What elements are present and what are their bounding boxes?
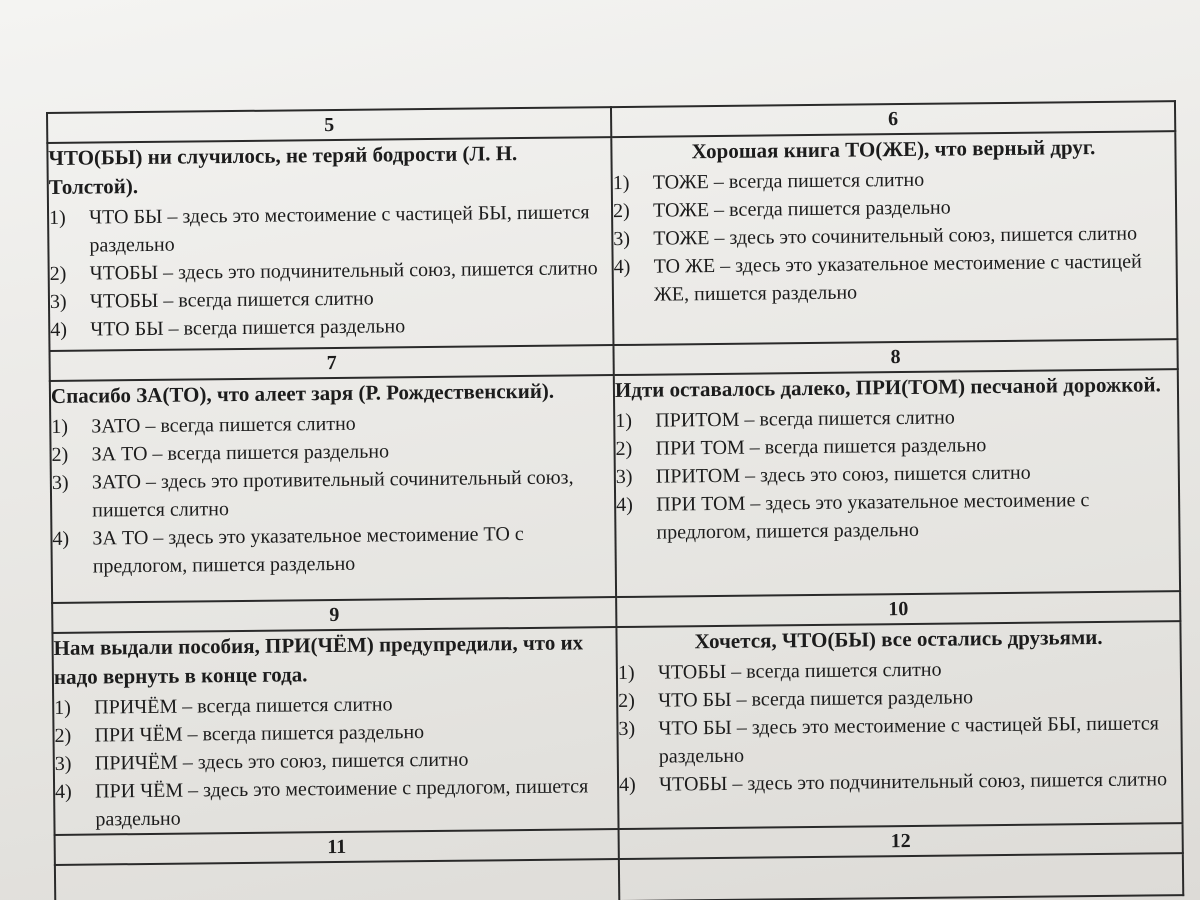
exercise-card-8 (614, 369, 1180, 597)
options-list (54, 688, 617, 834)
question-text: Нам выдали пособия, ПРИ(ЧЁМ) предупредили, что их надо вернуть в конце года. (53, 630, 584, 689)
card-number: 12 (619, 823, 1183, 859)
exercise-card-6 (611, 131, 1177, 345)
option-item[interactable]: 4) ПРИ ТОМ – здесь это указательное местоимение с предлогом, пишется раздельно (616, 489, 1090, 544)
question-text: Спасибо ЗА(ТО), что алеет заря (Р. Рождественский). (50, 378, 555, 408)
question-text: ЧТО(БЫ) ни случилось, не теряй бодрости (Л. Н. Толстой). (48, 141, 518, 199)
option-item[interactable]: 2) ПРИ ТОМ – всегда пишется раздельно (615, 434, 987, 461)
exercise-card-12-partial (619, 853, 1183, 900)
options-list (51, 407, 615, 581)
options-list (613, 163, 1176, 309)
option-item[interactable]: 3) ПРИТОМ – здесь это союз, пишется слитно (615, 461, 1031, 489)
card-number: 7 (50, 345, 614, 381)
card-number: 8 (613, 339, 1177, 375)
option-item[interactable]: 4) ЗА ТО – здесь это указательное местоимение ТО с предлогом, пишется раздельно (52, 523, 524, 578)
question-text: Хочется, ЧТО(БЫ) все остались друзьями. (694, 624, 1103, 654)
option-item[interactable]: 3) ЧТОБЫ – всегда пишется слитно (49, 287, 374, 313)
option-item[interactable]: 4) ЧТО БЫ – всегда пишется раздельно (50, 315, 406, 341)
option-item[interactable]: 1) ЗАТО – всегда пишется слитно (51, 412, 356, 438)
option-item[interactable]: 2) ЧТО БЫ – всегда пишется раздельно (618, 686, 974, 713)
question-text: Идти оставалось далеко, ПРИ(ТОМ) песчаной дорожкой. (614, 372, 1161, 403)
options-list (618, 653, 1181, 799)
option-item[interactable]: 4) ТО ЖЕ – здесь это указательное местоимение с частицей ЖЕ, пишется раздельно (613, 250, 1142, 306)
option-item[interactable]: 3) ЧТО БЫ – здесь это местоимение с частицей БЫ, пишется раздельно (618, 712, 1160, 768)
option-item[interactable]: 2) ЗА ТО – всегда пишется раздельно (51, 440, 390, 466)
option-item[interactable]: 3) ТОЖЕ – здесь это сочинительный союз, пишется слитно (613, 222, 1138, 251)
exercise-card-9 (52, 627, 618, 835)
exercise-card-10 (616, 621, 1182, 829)
worksheet (46, 100, 1184, 900)
card-number: 5 (47, 107, 611, 143)
option-item[interactable]: 4) ЧТОБЫ – здесь это подчинительный союз, пишется слитно (618, 768, 1168, 797)
card-number: 10 (616, 591, 1180, 627)
exercise-card-11-partial (55, 859, 619, 900)
option-item[interactable]: 1) ТОЖЕ – всегда пишется слитно (612, 168, 925, 195)
option-item[interactable]: 1) ПРИЧЁМ – всегда пишется слитно (54, 693, 393, 719)
option-item[interactable]: 2) ТОЖЕ – всегда пишется раздельно (612, 196, 951, 223)
option-item[interactable]: 3) ПРИЧЁМ – здесь это союз, пишется слитно (54, 748, 469, 775)
question-text: Хорошая книга ТО(ЖЕ), что верный друг. (691, 135, 1096, 164)
card-number: 11 (55, 829, 619, 865)
exercise-card-7 (50, 375, 616, 603)
option-item[interactable]: 1) ПРИТОМ – всегда пишется слитно (615, 406, 955, 433)
option-item[interactable]: 2) ЧТОБЫ – здесь это подчинительный союз, пишется слитно (49, 257, 598, 285)
options-list (49, 198, 612, 344)
option-item[interactable]: 2) ПРИ ЧЁМ – всегда пишется раздельно (54, 721, 425, 747)
option-item[interactable]: 1) ЧТО БЫ – здесь это местоимение с частицей БЫ, пишется раздельно (48, 201, 590, 257)
options-list (615, 401, 1178, 547)
option-item[interactable]: 4) ПРИ ЧЁМ – здесь это местоимение с предлогом, пишется раздельно (55, 775, 589, 831)
card-number: 6 (611, 101, 1175, 137)
option-item[interactable]: 1) ЧТОБЫ – всегда пишется слитно (617, 658, 942, 685)
option-item[interactable]: 3) ЗАТО – здесь это противительный сочинительный союз, пишется слитно (51, 466, 574, 522)
exercise-table (46, 100, 1184, 900)
card-number: 9 (52, 597, 616, 633)
exercise-card-5 (47, 137, 613, 351)
